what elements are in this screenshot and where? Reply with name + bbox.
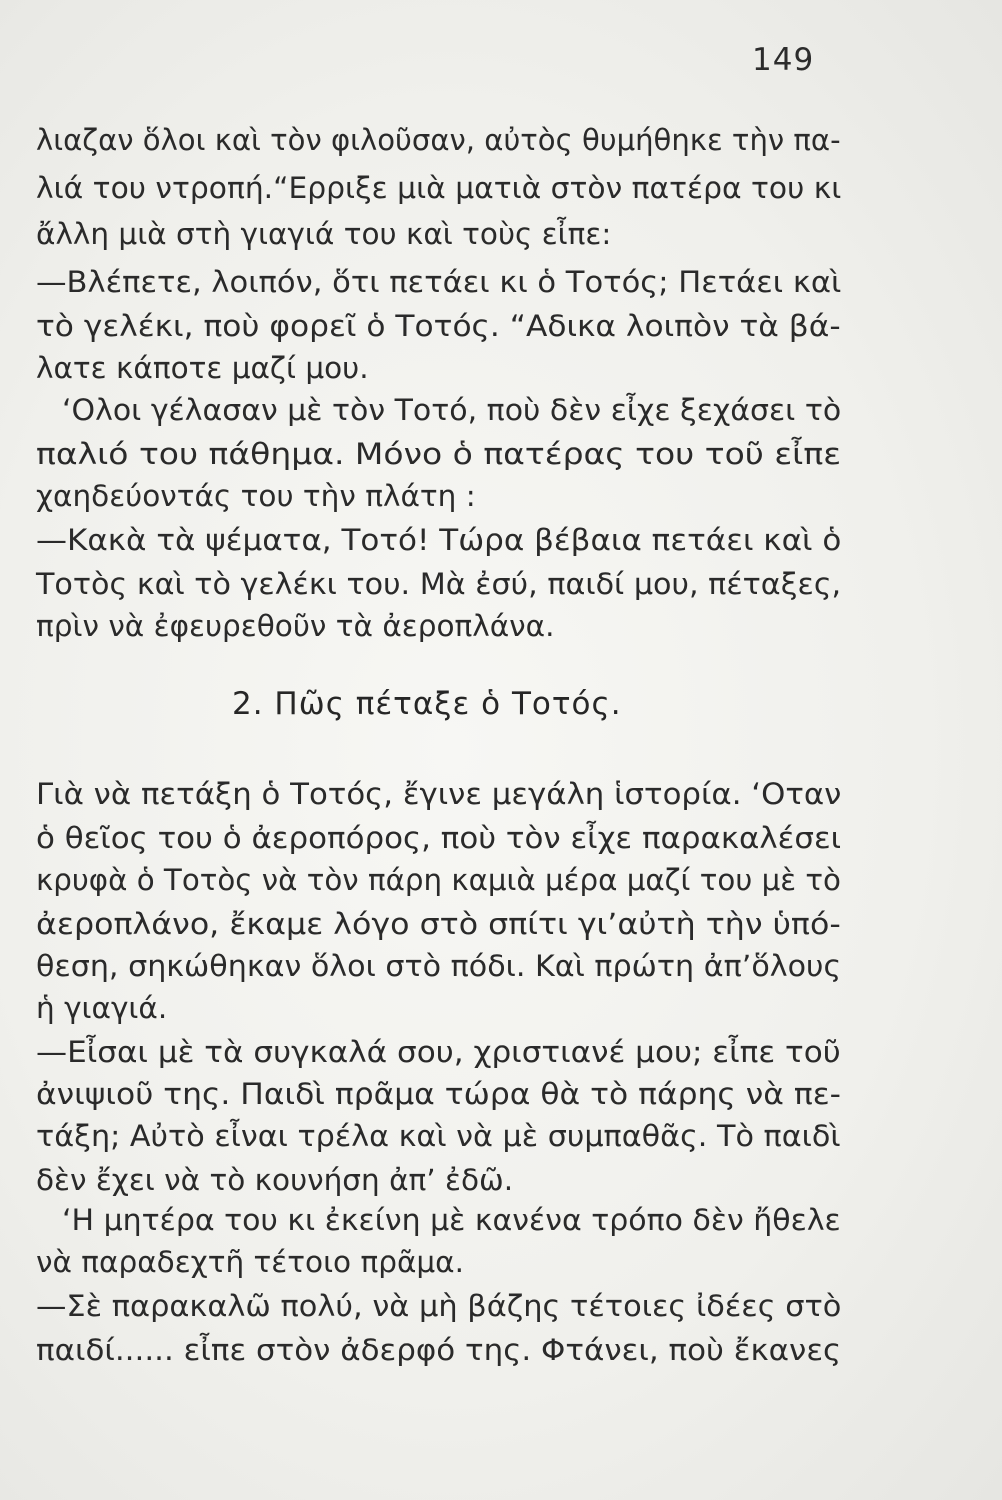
text-line: λιά του ντροπή.“Ερριξε μιὰ ματιὰ στὸν πατέρα του κι	[36, 171, 842, 205]
text-line: ἄλλη μιὰ στὴ γιαγιά του καὶ τοὺς εἶπε:	[36, 217, 612, 251]
text-line: παλιό του πάθημα. Μόνο ὁ πατέρας του τοῦ εἶπε	[36, 437, 842, 471]
text-line: ἀνιψιοῦ της. Παιδὶ πρᾶμα τώρα θὰ τὸ πάρης νὰ πε-	[36, 1077, 841, 1111]
text-line: τὸ γελέκι, ποὺ φορεῖ ὁ Τοτός. “Αδικα λοιπὸν τὰ βά-	[36, 309, 841, 343]
text-line: χαηδεύοντάς του τὴν πλάτη :	[36, 479, 476, 513]
text-line: παιδί...... εἶπε στὸν ἀδερφό της. Φτάνει, ποὺ ἔκανες	[36, 1333, 842, 1367]
text-line: —Εἶσαι μὲ τὰ συγκαλά σου, χριστιανέ μου; εἶπε τοῦ	[36, 1035, 841, 1069]
text-line: —Βλέπετε, λοιπόν, ὅτι πετάει κι ὁ Τοτός; Πετάει καὶ	[36, 265, 842, 299]
text-line: λιαζαν ὅλοι καὶ τὸν φιλοῦσαν, αὐτὸς θυμήθηκε τὴν πα-	[36, 123, 841, 157]
text-line: δὲν ἔχει νὰ τὸ κουνήση ἀπ’ ἐδῶ.	[36, 1163, 514, 1197]
section-heading: 2. Πῶς πέταξε ὁ Τοτός.	[232, 686, 622, 722]
text-line: ἀεροπλάνο, ἔκαμε λόγο στὸ σπίτι γι’αὐτὴ τὴν ὑπό-	[36, 907, 841, 941]
text-line: ‘Ολοι γέλασαν μὲ τὸν Τοτό, ποὺ δὲν εἶχε ξεχάσει τὸ	[62, 393, 842, 427]
page-number: 149	[752, 42, 815, 78]
text-line: —Σὲ παρακαλῶ πολύ, νὰ μὴ βάζης τέτοιες ἰδέες στὸ	[36, 1289, 842, 1323]
text-line: τάξη; Αὐτὸ εἶναι τρέλα καὶ νὰ μὲ συμπαθᾶς. Τὸ παιδὶ	[36, 1119, 841, 1153]
text-line: θεση, σηκώθηκαν ὅλοι στὸ πόδι. Καὶ πρώτη ἀπ’ὅλους	[36, 949, 842, 983]
text-line: ὁ θεῖος του ὁ ἀεροπόρος, ποὺ τὸν εἶχε παρακαλέσει	[36, 821, 842, 855]
text-line: νὰ παραδεχτῆ τέτοιο πρᾶμα.	[36, 1245, 464, 1279]
text-line: Τοτὸς καὶ τὸ γελέκι του. Μὰ ἐσύ, παιδί μου, πέταξες,	[36, 567, 842, 601]
text-line: κρυφὰ ὁ Τοτὸς νὰ τὸν πάρη καμιὰ μέρα μαζί του μὲ τὸ	[36, 863, 841, 897]
text-line: λατε κάποτε μαζί μου.	[36, 351, 369, 385]
text-line: πρὶν νὰ ἐφευρεθοῦν τὰ ἀεροπλάνα.	[36, 609, 555, 643]
text-line: —Κακὰ τὰ ψέματα, Τοτό! Τώρα βέβαια πετάει καὶ ὁ	[36, 523, 842, 557]
text-line: ‘Η μητέρα του κι ἐκείνη μὲ κανένα τρόπο δὲν ἤθελε	[62, 1203, 841, 1237]
text-line: ἡ γιαγιά.	[36, 991, 168, 1025]
text-line: Γιὰ νὰ πετάξη ὁ Τοτός, ἔγινε μεγάλη ἱστορία. ‘Οταν	[36, 777, 842, 811]
